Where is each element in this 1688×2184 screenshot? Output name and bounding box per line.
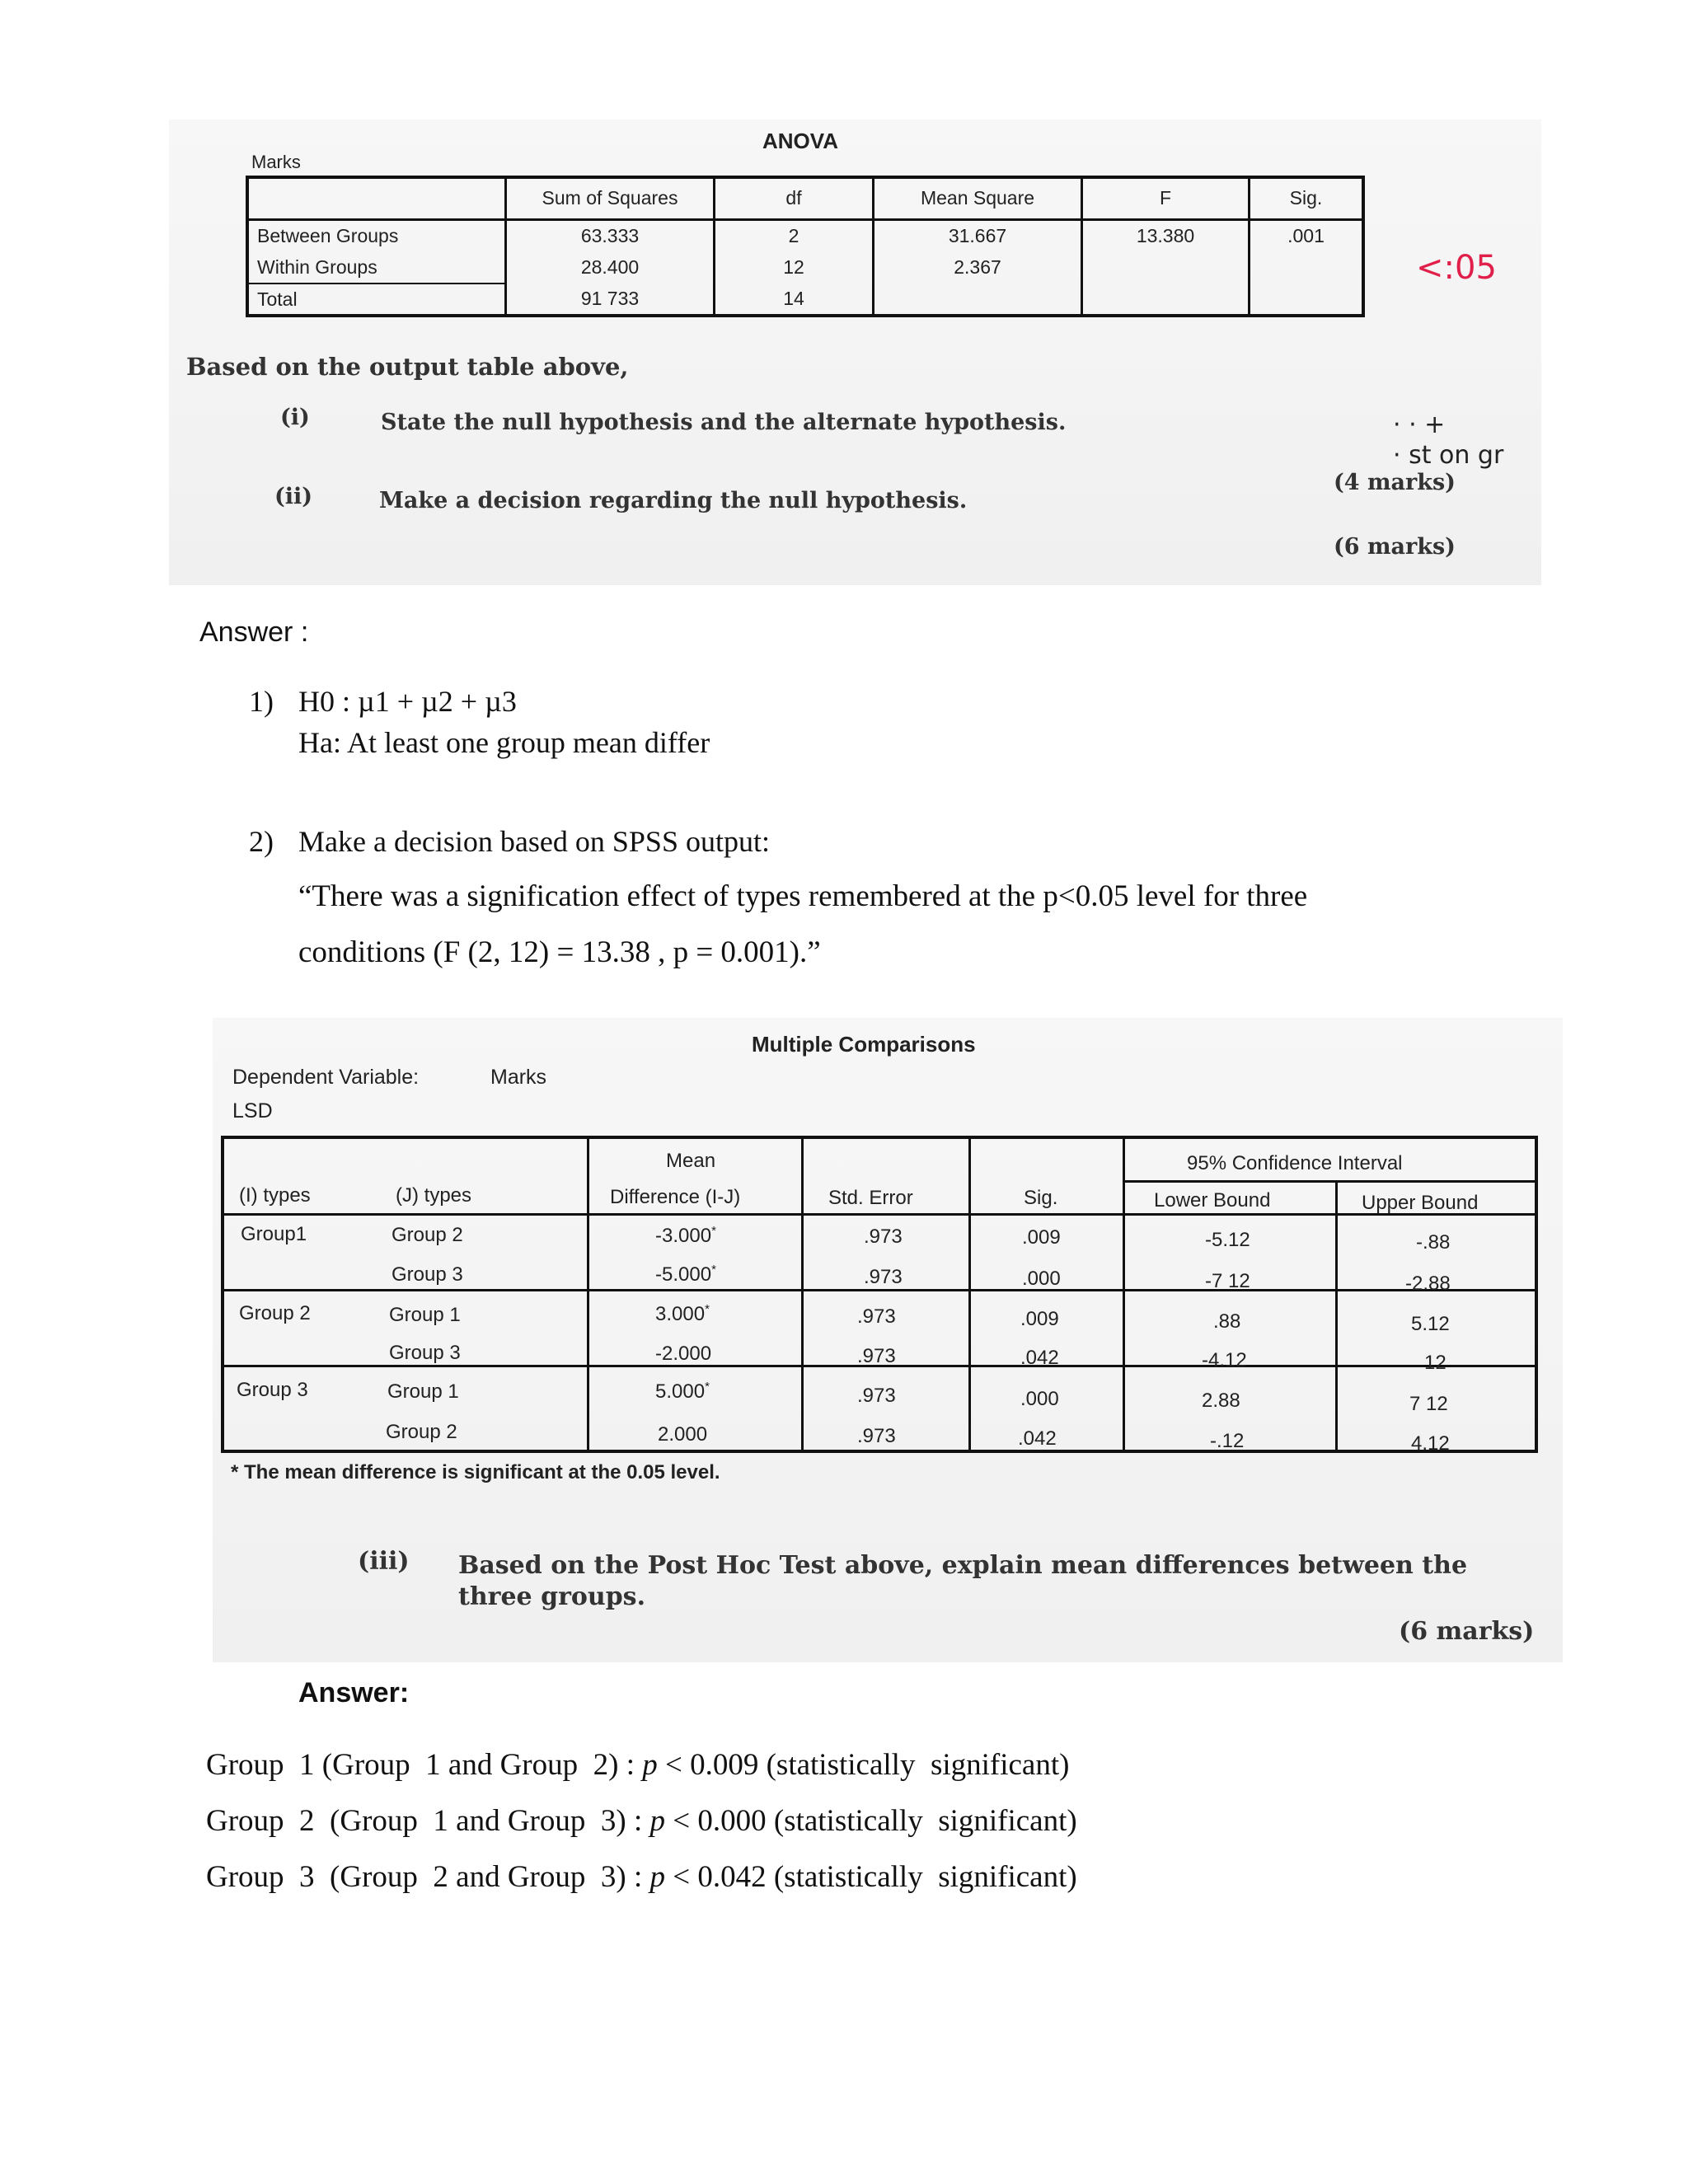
answer-text: Group 3 (Group 2 and Group 3) :	[206, 1860, 650, 1894]
dependent-variable-label: Dependent Variable:	[232, 1066, 420, 1089]
post-hoc-answer-line	[206, 1747, 1069, 1783]
answer-text: < 0.009 (statistically significant)	[657, 1748, 1070, 1782]
header-lower-bound: Lower Bound	[1154, 1189, 1271, 1212]
significance-star: *	[705, 1380, 710, 1394]
significance-star: *	[711, 1224, 716, 1238]
mean-difference-value: -3.000	[655, 1225, 712, 1247]
header-mean-line2: Difference (I-J)	[610, 1186, 741, 1208]
handwritten-note: <:05	[1416, 249, 1497, 287]
sig-cell: .000	[1020, 1388, 1059, 1410]
table-row	[247, 284, 1363, 316]
decision-intro: Make a decision based on SPSS output:	[298, 825, 770, 858]
header-mean-line1: Mean	[666, 1150, 716, 1172]
question-3-marks: (6 marks)	[1399, 1617, 1535, 1646]
mean-difference-value: -5.000	[655, 1263, 712, 1286]
decision-quote-line: conditions (F (2, 12) = 13.38 , p = 0.001).”	[298, 935, 821, 969]
anova-cell	[1082, 284, 1250, 316]
significance-star: *	[705, 1302, 710, 1316]
j-type-cell: Group 1	[389, 1304, 461, 1326]
question-1-text: State the null hypothesis and the alternate hypothesis.	[381, 410, 1067, 435]
lower-bound-cell: -.12	[1210, 1430, 1245, 1452]
lower-bound-cell: -7 12	[1205, 1270, 1250, 1292]
std-error-cell: .973	[857, 1305, 896, 1328]
answer-item-number: 2)	[249, 825, 274, 858]
margin-scribble: · st on gr	[1393, 441, 1504, 470]
sig-cell: .042	[1020, 1347, 1059, 1369]
sig-cell: .009	[1022, 1226, 1061, 1249]
mean-difference-value: -2.000	[655, 1343, 712, 1365]
upper-bound-cell: 5.12	[1411, 1313, 1450, 1335]
upper-bound-cell: 4.12	[1411, 1432, 1450, 1455]
upper-bound-cell: 7 12	[1409, 1393, 1448, 1415]
mean-difference-cell	[655, 1380, 710, 1404]
sig-cell: .042	[1018, 1427, 1057, 1450]
question-3-number: (iii)	[358, 1547, 410, 1576]
p-symbol: p	[649, 1860, 665, 1894]
significance-star: *	[711, 1263, 716, 1277]
answer-label: Answer :	[199, 616, 309, 648]
anova-header-cell: F	[1082, 177, 1250, 219]
lower-bound-cell: -5.12	[1205, 1229, 1250, 1251]
anova-row-label: Total	[247, 284, 506, 316]
answer-text: < 0.042 (statistically significant)	[664, 1860, 1077, 1894]
anova-header-cell	[247, 177, 506, 219]
mean-difference-cell	[655, 1224, 716, 1248]
anova-header-cell: Sum of Squares	[506, 177, 715, 219]
anova-header-cell: Mean Square	[874, 177, 1082, 219]
anova-cell: 63.333	[506, 219, 715, 251]
sig-cell: .009	[1020, 1308, 1059, 1330]
anova-cell: 2.367	[874, 251, 1082, 284]
upper-bound-cell: -.88	[1416, 1231, 1451, 1254]
mean-difference-cell	[655, 1263, 716, 1286]
sig-cell: .000	[1022, 1268, 1061, 1290]
table-divider	[1123, 1136, 1125, 1453]
group-label: Group 2	[239, 1302, 311, 1324]
std-error-cell: .973	[864, 1266, 903, 1288]
answer-item-number: 1)	[249, 685, 274, 718]
lower-bound-cell: 2.88	[1202, 1390, 1240, 1412]
header-confidence-interval: 95% Confidence Interval	[1187, 1152, 1403, 1174]
upper-bound-cell: -2.88	[1405, 1272, 1451, 1295]
header-upper-bound: Upper Bound	[1362, 1192, 1479, 1214]
post-hoc-method: LSD	[232, 1099, 273, 1122]
header-std-error: Std. Error	[828, 1187, 913, 1209]
null-hypothesis: H0 : µ1 + µ2 + µ3	[298, 685, 517, 718]
alternate-hypothesis: Ha: At least one group mean differ	[298, 726, 710, 759]
mean-difference-value: 5.000	[655, 1380, 706, 1403]
table-divider	[221, 1289, 1538, 1291]
anova-cell: 31.667	[874, 219, 1082, 251]
lower-bound-cell: .88	[1213, 1310, 1241, 1333]
anova-prompt: Based on the output table above,	[186, 353, 629, 381]
table-divider	[221, 1213, 1538, 1216]
j-type-cell: Group 1	[387, 1380, 459, 1403]
anova-header-row	[247, 177, 1363, 219]
decision-quote-line: “There was a signification effect of types remembered at the p<0.05 level for three	[298, 879, 1308, 913]
post-hoc-answer-line	[206, 1859, 1077, 1895]
question-1-marks: (4 marks)	[1334, 470, 1456, 495]
j-type-cell: Group 3	[392, 1263, 463, 1286]
question-2-text: Make a decision regarding the null hypothesis.	[379, 488, 968, 513]
anova-cell: 13.380	[1082, 219, 1250, 251]
p-symbol: p	[649, 1804, 665, 1838]
answer-text: Group 2 (Group 1 and Group 3) :	[206, 1804, 650, 1838]
j-type-cell: Group 3	[389, 1342, 461, 1364]
table-row	[247, 251, 1363, 284]
anova-row-label: Within Groups	[247, 251, 506, 284]
table-footnote: * The mean difference is significant at the 0.05 level.	[231, 1461, 720, 1483]
anova-cell	[874, 284, 1082, 316]
anova-row-label: Between Groups	[247, 219, 506, 251]
upper-bound-cell: 12	[1424, 1352, 1447, 1374]
header-sig: Sig.	[1024, 1187, 1058, 1209]
multiple-comparisons-title: Multiple Comparisons	[752, 1032, 976, 1057]
anova-cell: 14	[715, 284, 874, 316]
std-error-cell: .973	[857, 1385, 896, 1407]
anova-variable-label: Marks	[251, 152, 301, 172]
mean-difference-value: 3.000	[655, 1303, 706, 1325]
p-symbol: p	[642, 1748, 658, 1782]
question-2-marks: (6 marks)	[1334, 534, 1456, 560]
table-divider	[587, 1136, 589, 1453]
anova-cell: 2	[715, 219, 874, 251]
table-divider	[801, 1136, 804, 1453]
header-i-types: (I) types	[239, 1184, 311, 1207]
anova-cell	[1250, 251, 1364, 284]
j-type-cell: Group 2	[392, 1224, 463, 1246]
answer-label: Answer:	[298, 1677, 410, 1708]
header-j-types: (J) types	[396, 1184, 472, 1207]
question-3-text: Based on the Post Hoc Test above, explain mean differences between the	[458, 1551, 1468, 1580]
lower-bound-cell: -4.12	[1202, 1349, 1247, 1371]
std-error-cell: .973	[864, 1226, 903, 1248]
mean-difference-cell	[658, 1422, 707, 1446]
group-label: Group1	[241, 1223, 307, 1245]
answer-text: < 0.000 (statistically significant)	[664, 1804, 1077, 1838]
table-divider	[1123, 1180, 1538, 1183]
mean-difference-value: 2.000	[658, 1423, 708, 1446]
anova-cell: .001	[1287, 224, 1325, 246]
anova-cell	[1250, 284, 1364, 316]
table-divider	[968, 1136, 971, 1453]
group-label: Group 3	[237, 1379, 308, 1401]
table-divider	[1335, 1180, 1338, 1453]
anova-cell: 12	[715, 251, 874, 284]
j-type-cell: Group 2	[386, 1421, 457, 1443]
question-3-text: three groups.	[458, 1582, 646, 1611]
anova-header-cell: Sig.	[1250, 177, 1364, 219]
mean-difference-cell	[655, 1302, 710, 1326]
post-hoc-answer-line	[206, 1803, 1077, 1839]
anova-header-cell: df	[715, 177, 874, 219]
mean-difference-cell	[655, 1342, 711, 1366]
answer-text: Group 1 (Group 1 and Group 2) :	[206, 1748, 643, 1782]
std-error-cell: .973	[857, 1425, 896, 1447]
table-row	[247, 219, 1363, 251]
std-error-cell: .973	[857, 1345, 896, 1367]
anova-table	[246, 176, 1365, 317]
dependent-variable-value: Marks	[490, 1066, 547, 1089]
anova-cell	[1082, 251, 1250, 284]
question-2-number: (ii)	[274, 484, 313, 509]
anova-title: ANOVA	[762, 129, 838, 153]
margin-scribble: · · +	[1393, 410, 1446, 439]
anova-cell: 28.400	[506, 251, 715, 284]
question-1-number: (i)	[280, 405, 310, 430]
anova-cell: 91 733	[506, 284, 715, 316]
